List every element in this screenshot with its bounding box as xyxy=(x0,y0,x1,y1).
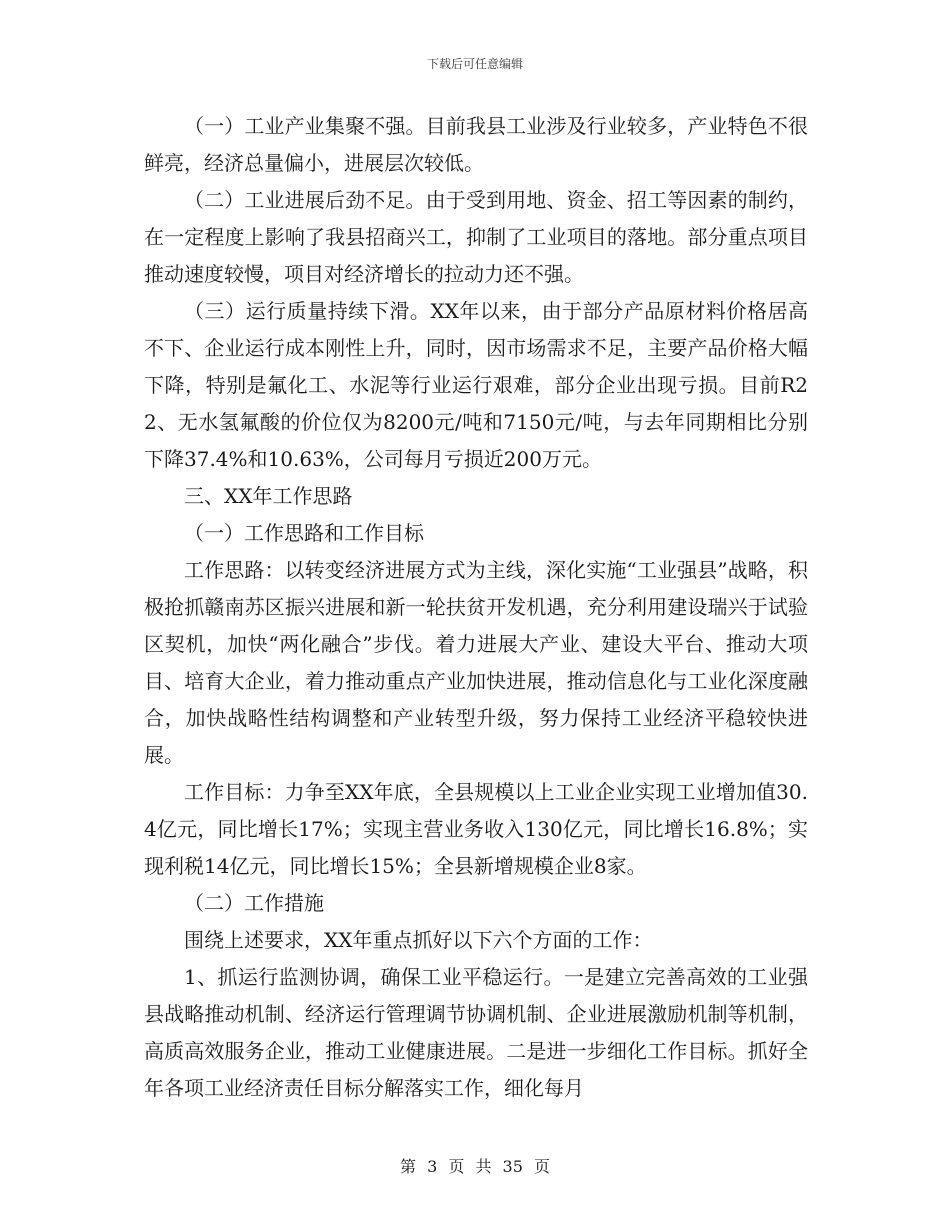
paragraph-operation-quality: （三）运行质量持续下滑。XX年以来，由于部分产品原材料价格居高不下、企业运行成本刚性上升，同时，因市场需求不足，主要产品价格大幅下降，特别是氟化工、水泥等行业运行艰难，部分企业出现亏损。目前R22、无水氢氟酸的价位仅为8200元/吨和7150元/吨，与去年同期相比分别下降37.4%和10.63%，公司每月亏损近200万元。 xyxy=(144,299,808,471)
paragraph-industry-cluster: （一）工业产业集聚不强。目前我县工业涉及行业较多，产业特色不很鲜亮，经济总量偏小，进展层次较低。 xyxy=(144,114,808,175)
section-heading-work-ideas: 三、XX年工作思路 xyxy=(184,484,353,508)
paragraph-six-aspects: 围绕上述要求，XX年重点抓好以下六个方面的工作： xyxy=(184,928,653,952)
document-body xyxy=(144,108,808,1107)
paragraph-development-momentum: （二）工业进展后劲不足。由于受到用地、资金、招工等因素的制约，在一定程度上影响了我县招商兴工，抑制了工业项目的落地。部分重点项目推动速度较慢，项目对经济增长的拉动力还不强。 xyxy=(144,188,808,286)
page-number-footer: 第 3 页 共 35 页 xyxy=(400,1157,550,1176)
page-header-note: 下载后可任意编辑 xyxy=(426,57,523,71)
subsection-heading-ideas-goals: （一）工作思路和工作目标 xyxy=(184,521,424,545)
paragraph-work-ideas: 工作思路：以转变经济进展方式为主线，深化实施“工业强县”战略，积极抢抓赣南苏区振兴进展和新一轮扶贫开发机遇，充分利用建设瑞兴于试验区契机，加快“两化融合”步伐。着力进展大产业、建设大平台、推动大项目、培育大企业，着力推动重点产业加快进展，推动信息化与工业化深度融合，加快战略性结构调整和产业转型升级，努力保持工业经济平稳较快进展。 xyxy=(144,558,808,767)
paragraph-operation-monitoring: 1、抓运行监测协调，确保工业平稳运行。一是建立完善高效的工业强县战略推动机制、经济运行管理调节协调机制、企业进展激励机制等机制，高质高效服务企业，推动工业健康进展。二是进一步细化工作目标。抓好全年各项工业经济责任目标分解落实工作，细化每月 xyxy=(144,965,808,1100)
paragraph-work-goals: 工作目标：力争至XX年底，全县规模以上工业企业实现工业增加值30.4亿元，同比增长17%；实现主营业务收入130亿元，同比增长16.8%；实现利税14亿元，同比增长15%；全县新增规模企业8家。 xyxy=(144,780,808,878)
subsection-heading-measures: （二）工作措施 xyxy=(184,891,324,915)
